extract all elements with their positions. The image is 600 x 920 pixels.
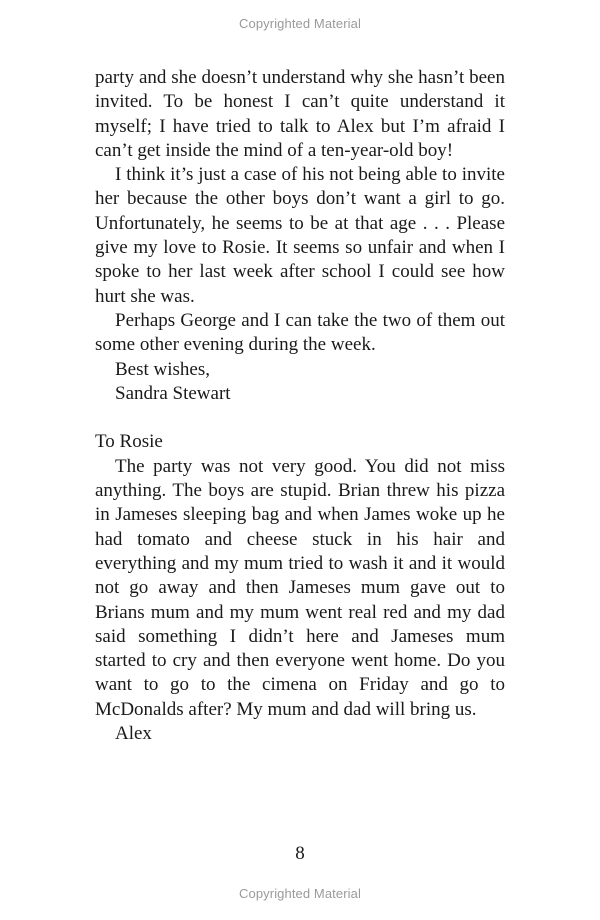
section-spacer <box>95 406 505 430</box>
letter1-paragraph-1: party and she doesn’t understand why she hasn’t been invited. To be honest I can’t quite understand it myself; I have tried to talk to Alex but I’m afraid I can’t get inside the mind of a ten-year-old boy! <box>95 67 505 161</box>
letter2-greeting: To Rosie <box>95 431 163 453</box>
letter2-signature: Alex <box>115 723 152 745</box>
copyright-watermark-top: Copyrighted Material <box>239 16 361 31</box>
letter1-signoff: Best wishes, <box>115 358 210 380</box>
copyright-watermark-bottom: Copyrighted Material <box>239 886 361 901</box>
letter2-body: The party was not very good. You did not miss anything. The boys are stupid. Brian threw his pizza in Jameses sleeping bag and when James woke up he had tomato and cheese stuck in his hair and everything and my mum tried to wash it and it would not go away and then Jameses mum gave out to Brians mum and my mum went real red and my dad said something I didn’t here and Jameses mum started to cry and then everyone went home. Do you want to go to the cimena on Friday and go to McDonalds after? My mum and dad will bring us. <box>95 455 505 720</box>
page-number: 8 <box>295 843 305 864</box>
page-body <box>95 66 505 746</box>
letter1-paragraph-3: Perhaps George and I can take the two of them out some other evening during the week. <box>95 309 505 356</box>
letter1-signature: Sandra Stewart <box>115 382 231 404</box>
letter1-paragraph-2: I think it’s just a case of his not being able to invite her because the other boys don’t want a girl to go. Unfortunately, he seems to be at that age . . . Please give my love to Rosie. It seems so unfair and when I spoke to her last week after school I could see how hurt she was. <box>95 164 505 307</box>
